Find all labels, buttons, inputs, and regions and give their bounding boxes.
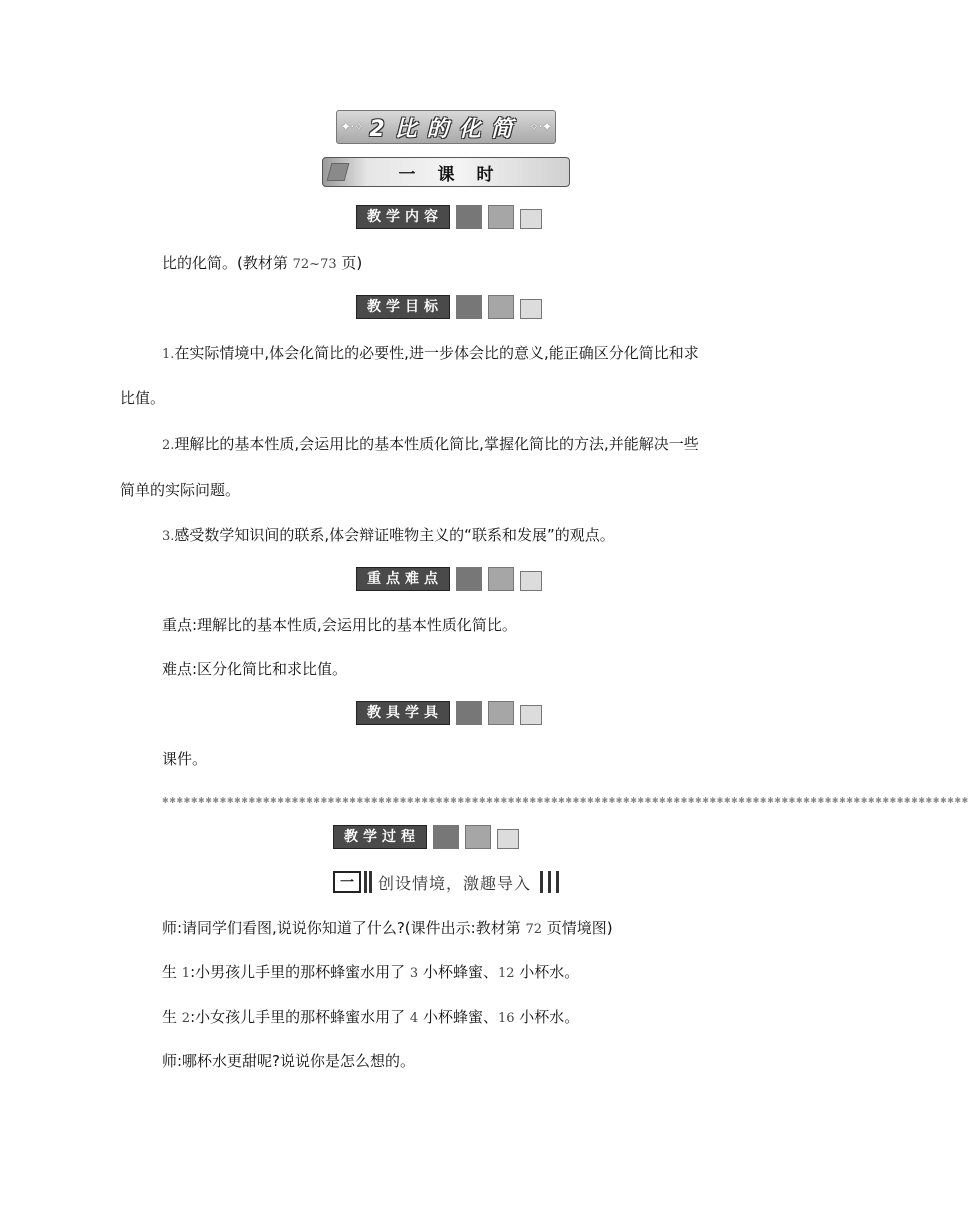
goal-2-line-2: 简单的实际问题。 [120,481,241,499]
square-icon [433,825,459,849]
lesson-period: 一课时 [398,164,516,185]
dialogue-line-1: 师:请同学们看图,说说你知道了什么?(课件出示:教材第 72 页情境图) [162,919,613,937]
section-label: 教学过程 [333,825,427,849]
dotted-divider: ✱✱✱✱✱✱✱✱✱✱✱✱✱✱✱✱✱✱✱✱✱✱✱✱✱✱✱✱✱✱✱✱✱✱✱✱✱✱✱✱✱✱✱✱✱✱✱✱✱✱✱✱✱✱✱✱✱✱✱✱✱✱✱✱✱✱✱✱✱✱✱✱✱✱✱✱✱✱✱✱✱✱✱✱✱✱✱✱✱✱✱✱✱✱✱✱✱✱✱✱✱✱✱✱✱✱✱✱✱✱✱✱ [162,796,969,805]
star-decoration-icon: ✦·✧ [340,119,364,135]
stage-number: 一 [333,871,361,893]
square-icon [465,825,491,849]
square-icon [488,295,514,319]
section-header-tools [356,701,542,725]
content-paragraph: 比的化简。(教材第 72~73 页) [162,254,363,272]
section-label: 教具学具 [356,701,450,725]
bar-icon [540,871,543,893]
dialogue-line-2: 生 1:小男孩儿手里的那杯蜂蜜水用了 3 小杯蜂蜜、12 小杯水。 [162,963,580,981]
square-icon [497,829,519,849]
square-icon [488,205,514,229]
dialogue-line-4: 师:哪杯水更甜呢?说说你是怎么想的。 [162,1052,416,1070]
square-icon [520,299,542,319]
section-header-content [356,205,542,229]
square-icon [520,705,542,725]
difficulty-text: 难点:区分化简比和求比值。 [162,660,348,678]
stage-title: 创设情境，激趣导入 [378,873,532,893]
lesson-title: 2比的化简 [369,116,523,142]
lesson-period-bar [322,157,570,187]
dialogue-line-3: 生 2:小女孩儿手里的那杯蜂蜜水用了 4 小杯蜂蜜、16 小杯水。 [162,1008,580,1026]
star-decoration-icon: ✧·✦ [528,119,552,135]
square-icon [488,701,514,725]
square-icon [456,205,482,229]
tools-text: 课件。 [162,750,208,768]
bar-icon [556,871,559,893]
goal-1-line-1: 1.在实际情境中,体会化简比的必要性,进一步体会比的意义,能正确区分化简比和求 [162,344,699,362]
section-label: 教学内容 [356,205,450,229]
bar-icon [364,871,367,893]
goal-1-line-2: 比值。 [120,389,166,407]
square-icon [520,209,542,229]
square-icon [456,701,482,725]
square-icon [456,295,482,319]
goal-3-line-1: 3.感受数学知识间的联系,体会辩证唯物主义的“联系和发展”的观点。 [162,526,615,544]
key-point-text: 重点:理解比的基本性质,会运用比的基本性质化简比。 [162,616,517,634]
page-corner-icon [327,163,350,181]
goal-2-line-1: 2.理解比的基本性质,会运用比的基本性质化简比,掌握化简比的方法,并能解决一些 [162,435,699,453]
section-label: 教学目标 [356,295,450,319]
section-label: 重点难点 [356,567,450,591]
bar-icon [369,871,372,893]
section-header-process [333,825,519,849]
stage-header [333,870,559,894]
section-header-goals [356,295,542,319]
section-header-key-points [356,567,542,591]
bar-icon [548,871,551,893]
lesson-title-banner [336,110,556,144]
square-icon [488,567,514,591]
square-icon [456,567,482,591]
square-icon [520,571,542,591]
